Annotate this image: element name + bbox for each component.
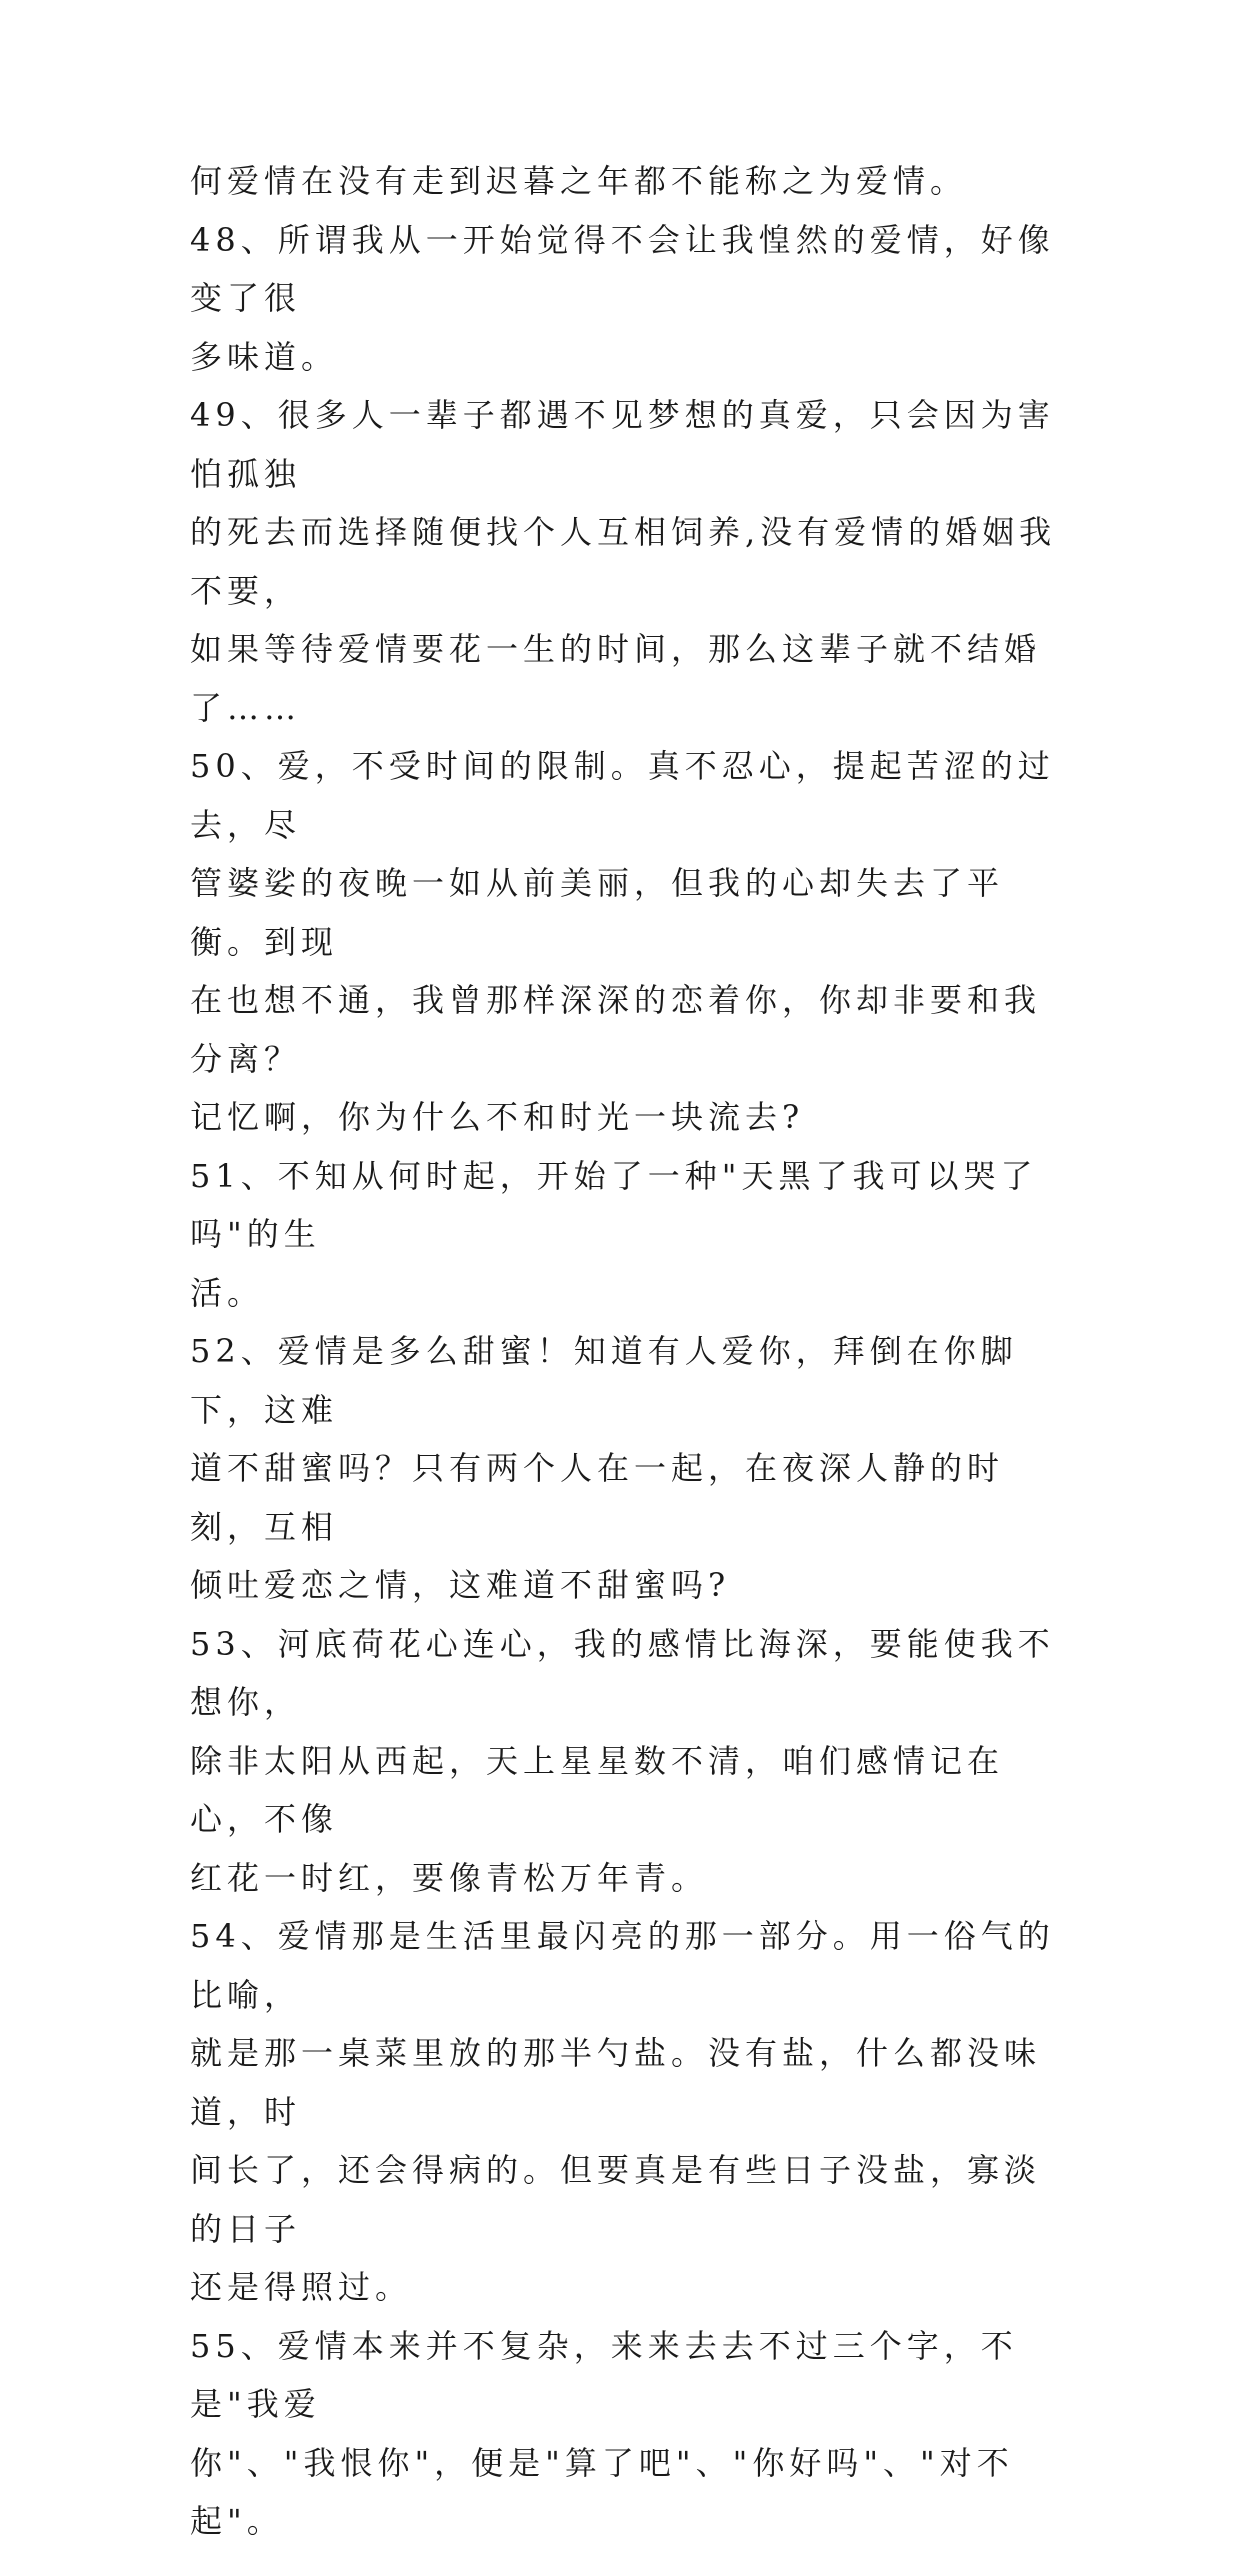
text-line: 如果等待爱情要花一生的时间，那么这辈子就不结婚了…… <box>190 630 1042 727</box>
text-line: 55、爱情本来并不复杂，来来去去不过三个字，不是"我爱 <box>190 2326 1018 2423</box>
text-line: 除非太阳从西起，天上星星数不清，咱们感情记在心，不像 <box>190 1741 1005 1838</box>
paragraph-55 <box>190 2317 1070 2551</box>
text-line: 间长了，还会得病的。但要真是有些日子没盐，寡淡的日子 <box>190 2151 1042 2248</box>
text-line: 就是那一桌菜里放的那半勺盐。没有盐，什么都没味道，时 <box>190 2034 1042 2131</box>
text-line: 你"、"我恨你"，便是"算了吧"、"你好吗"、"对不起"。 <box>190 2443 1014 2540</box>
text-line: 多味道。 <box>190 337 339 376</box>
text-line: 48、所谓我从一开始觉得不会让我惶然的爱情，好像变了很 <box>190 220 1055 317</box>
text-line: 的死去而选择随便找个人互相饲养,没有爱情的婚姻我不要， <box>190 513 1057 610</box>
text-line: 道不甜蜜吗？只有两个人在一起，在夜深人静的时刻，互相 <box>190 1449 1005 1546</box>
paragraph-50 <box>190 737 1070 1147</box>
paragraph-54 <box>190 1907 1070 2317</box>
text-line: 49、很多人一辈子都遇不见梦想的真爱，只会因为害怕孤独 <box>190 396 1055 493</box>
text-line: 54、爱情那是生活里最闪亮的那一部分。用一俗气的比喻， <box>190 1917 1055 2014</box>
paragraph-47-end <box>190 152 1070 211</box>
text-line: 记忆啊，你为什么不和时光一块流去? <box>190 1098 805 1136</box>
paragraph-48 <box>190 211 1070 387</box>
paragraph-49 <box>190 386 1070 737</box>
text-line: 管婆娑的夜晚一如从前美丽，但我的心却失去了平衡。到现 <box>190 864 1005 961</box>
paragraph-53 <box>190 1615 1070 1908</box>
text-line: 何爱情在没有走到迟暮之年都不能称之为爱情。 <box>190 162 968 200</box>
text-line: 还是得照过。 <box>190 2268 413 2306</box>
text-line: 活。 <box>190 1273 265 1312</box>
text-line: 53、河底荷花心连心，我的感情比海深，要能使我不想你， <box>190 1624 1055 1721</box>
text-line: 50、爱，不受时间的限制。真不忍心，提起苦涩的过去，尽 <box>190 747 1055 844</box>
text-line: 51、不知从何时起，开始了一种"天黑了我可以哭了吗"的生 <box>190 1156 1038 1253</box>
text-line: 在也想不通，我曾那样深深的恋着你，你却非要和我分离？ <box>190 981 1042 1078</box>
text-line: 红花一时红，要像青松万年青。 <box>190 1858 709 1897</box>
paragraph-52 <box>190 1322 1070 1615</box>
paragraph-51 <box>190 1147 1070 1323</box>
text-line: 52、爱情是多么甜蜜！知道有人爱你，拜倒在你脚下，这难 <box>190 1332 1018 1429</box>
document-body <box>190 152 1070 2551</box>
text-line: 倾吐爱恋之情，这难道不甜蜜吗? <box>190 1566 731 1604</box>
